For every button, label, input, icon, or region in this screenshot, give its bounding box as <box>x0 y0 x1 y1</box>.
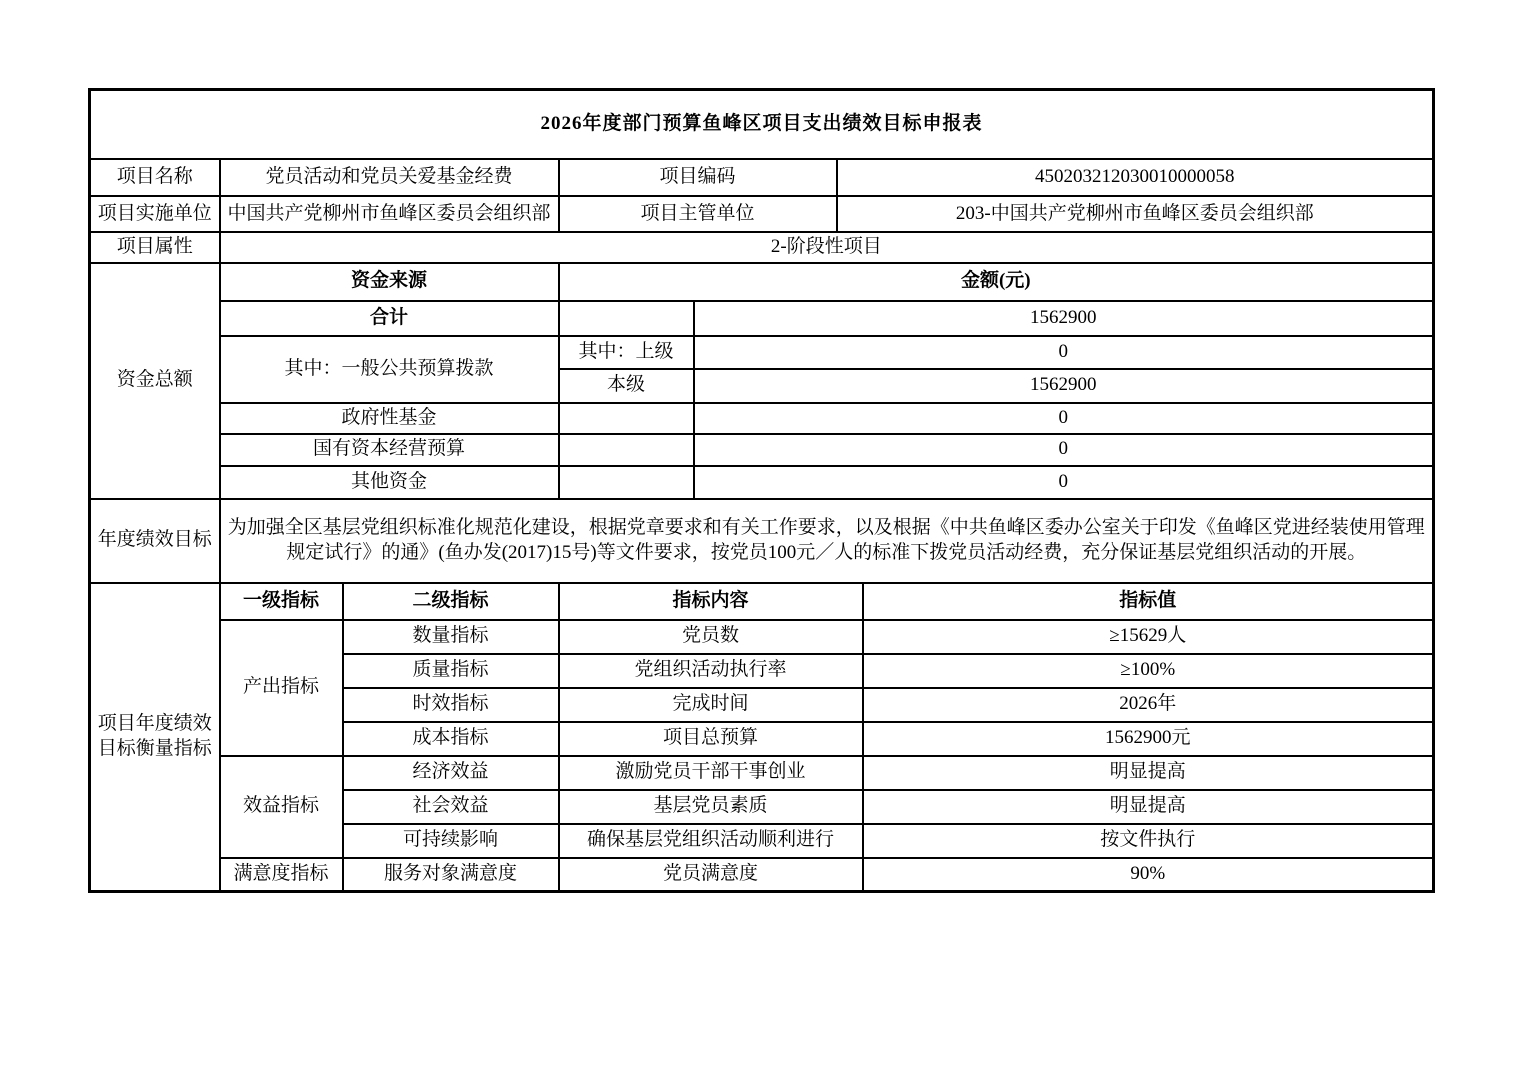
indicator-content: 党组织活动执行率 <box>559 654 863 688</box>
annual-goal-label: 年度绩效目标 <box>90 499 220 583</box>
indicator-level2: 质量指标 <box>343 654 559 688</box>
competent-unit-value: 203-中国共产党柳州市鱼峰区委员会组织部 <box>837 196 1434 232</box>
indicators-section-label: 项目年度绩效目标衡量指标 <box>90 583 220 892</box>
indicator-content: 确保基层党组织活动顺利进行 <box>559 824 863 858</box>
funds-other-spacer <box>559 466 694 499</box>
funds-other-label: 其他资金 <box>220 466 559 499</box>
indicator-group-satisfaction: 满意度指标 <box>220 858 343 892</box>
funds-local-amount: 1562900 <box>694 369 1434 403</box>
indicator-group-output: 产出指标 <box>220 620 343 756</box>
implement-unit-value: 中国共产党柳州市鱼峰区委员会组织部 <box>220 196 559 232</box>
funds-total-amount: 1562900 <box>694 301 1434 336</box>
indicator-value: 明显提高 <box>863 790 1434 824</box>
funds-gov-fund-amount: 0 <box>694 403 1434 434</box>
funds-total-spacer <box>559 301 694 336</box>
indicator-content: 党员数 <box>559 620 863 654</box>
indicator-value: ≥100% <box>863 654 1434 688</box>
funds-upper-label: 其中：上级 <box>559 336 694 369</box>
indicator-level2: 服务对象满意度 <box>343 858 559 892</box>
indicator-content: 激励党员干部干事创业 <box>559 756 863 790</box>
indicators-header-level2: 二级指标 <box>343 583 559 620</box>
funds-gov-fund-spacer <box>559 403 694 434</box>
indicator-level2: 经济效益 <box>343 756 559 790</box>
funds-total-label: 合计 <box>220 301 559 336</box>
indicator-group-benefit: 效益指标 <box>220 756 343 858</box>
funds-gov-fund-label: 政府性基金 <box>220 403 559 434</box>
implement-unit-label: 项目实施单位 <box>90 196 220 232</box>
performance-target-table <box>88 88 1435 893</box>
indicator-content: 项目总预算 <box>559 722 863 756</box>
indicators-header-content: 指标内容 <box>559 583 863 620</box>
funds-section-label: 资金总额 <box>90 263 220 499</box>
funds-state-capital-amount: 0 <box>694 434 1434 466</box>
indicator-level2: 可持续影响 <box>343 824 559 858</box>
funds-general-budget-label: 其中：一般公共预算拨款 <box>220 336 559 403</box>
indicator-content: 基层党员素质 <box>559 790 863 824</box>
project-code-label: 项目编码 <box>559 159 837 196</box>
competent-unit-label: 项目主管单位 <box>559 196 837 232</box>
indicator-level2: 数量指标 <box>343 620 559 654</box>
funds-state-capital-spacer <box>559 434 694 466</box>
indicators-header-level1: 一级指标 <box>220 583 343 620</box>
indicator-level2: 社会效益 <box>343 790 559 824</box>
indicator-value: 90% <box>863 858 1434 892</box>
indicator-level2: 时效指标 <box>343 688 559 722</box>
project-attribute-label: 项目属性 <box>90 232 220 263</box>
project-name-label: 项目名称 <box>90 159 220 196</box>
funds-source-header: 资金来源 <box>220 263 559 301</box>
funds-upper-amount: 0 <box>694 336 1434 369</box>
indicator-content: 党员满意度 <box>559 858 863 892</box>
indicator-value: ≥15629人 <box>863 620 1434 654</box>
indicator-content: 完成时间 <box>559 688 863 722</box>
funds-amount-header: 金额(元) <box>559 263 1434 301</box>
indicator-value: 2026年 <box>863 688 1434 722</box>
funds-local-label: 本级 <box>559 369 694 403</box>
annual-goal-text: 为加强全区基层党组织标准化规范化建设，根据党章要求和有关工作要求，以及根据《中共鱼峰区委办公室关于印发《鱼峰区党进经装使用管理规定试行》的通》(鱼办发(2017)15号)等文件要求，按党员100元／人的标准下拨党员活动经费，充分保证基层党组织活动的开展。 <box>220 499 1434 583</box>
funds-state-capital-label: 国有资本经营预算 <box>220 434 559 466</box>
indicator-value: 1562900元 <box>863 722 1434 756</box>
indicator-value: 明显提高 <box>863 756 1434 790</box>
project-attribute-value: 2-阶段性项目 <box>220 232 1434 263</box>
indicator-level2: 成本指标 <box>343 722 559 756</box>
indicators-header-value: 指标值 <box>863 583 1434 620</box>
document-title: 2026年度部门预算鱼峰区项目支出绩效目标申报表 <box>90 90 1434 160</box>
indicator-value: 按文件执行 <box>863 824 1434 858</box>
funds-other-amount: 0 <box>694 466 1434 499</box>
project-code-value: 450203212030010000058 <box>837 159 1434 196</box>
project-name-value: 党员活动和党员关爱基金经费 <box>220 159 559 196</box>
